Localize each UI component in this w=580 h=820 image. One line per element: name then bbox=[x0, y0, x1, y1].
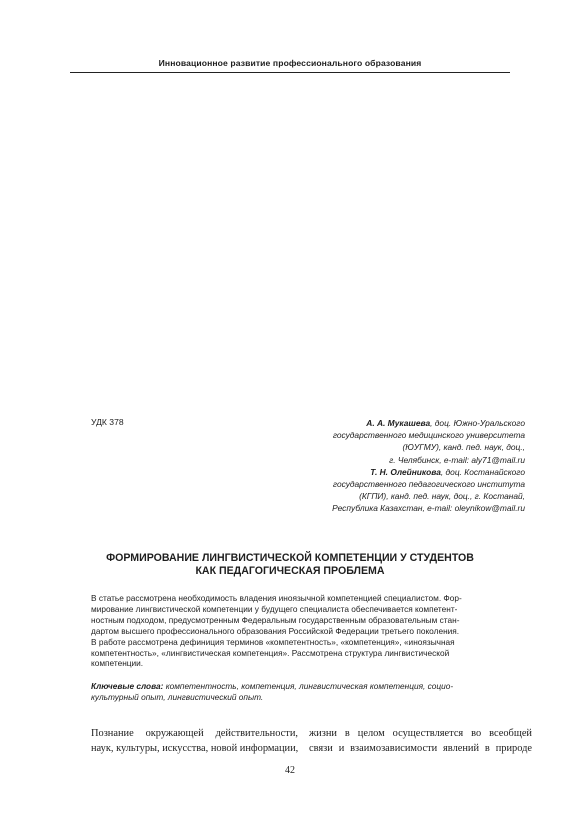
keywords-line bbox=[91, 681, 531, 692]
author-name: А. А. Мукашева bbox=[366, 418, 431, 428]
article-title bbox=[70, 552, 510, 578]
author-line bbox=[225, 417, 525, 429]
abstract-line: ностным подходом, предусмотренным Федеральным государственным образовательным стан- bbox=[91, 614, 460, 625]
author-line: Республика Казахстан, e-mail: oleynikow@mail.ru bbox=[332, 503, 525, 514]
author-line: государственного педагогического института bbox=[332, 479, 525, 490]
author-line: г. Челябинск, e-mail: aly71@mail.ru bbox=[389, 454, 525, 465]
author-affiliation: , доц. Южно-Уральского bbox=[430, 418, 525, 428]
author-line: (ЮУГМУ), канд. пед. наук, доц., bbox=[402, 442, 525, 453]
abstract-line: мирование лингвистической компетенции у будущего специалиста обеспечивается компетент- bbox=[91, 603, 458, 614]
title-line: КАК ПЕДАГОГИЧЕСКАЯ ПРОБЛЕМА bbox=[195, 565, 385, 577]
author-name: Т. Н. Олейникова bbox=[370, 466, 441, 477]
keywords-list: компетентность, компетенция, лингвистическая компетенция, социо- bbox=[163, 681, 454, 691]
body-line: Познание окружающей действительности, bbox=[91, 728, 298, 739]
title-line: ФОРМИРОВАНИЕ ЛИНГВИСТИЧЕСКОЙ КОМПЕТЕНЦИИ У СТУДЕНТОВ bbox=[106, 552, 474, 564]
body-column-right bbox=[309, 726, 532, 756]
abstract-line: В статье рассмотрена необходимость владения иноязычной компетенцией специалистом. Фор- bbox=[91, 593, 462, 603]
abstract-line: компетентность», «лингвистическая компетенция». Рассмотрена структура лингвистической bbox=[91, 647, 450, 658]
author-affiliations bbox=[225, 417, 525, 515]
body-column-left bbox=[91, 726, 298, 756]
abstract-line: дартом высшего профессионального образования Российской Федерации третьего поколения. bbox=[91, 625, 460, 636]
header-rule bbox=[70, 72, 510, 73]
keywords-line: культурный опыт, лингвистический опыт. bbox=[91, 691, 264, 702]
body-line: жизни в целом осуществляется во всеобщей bbox=[309, 728, 532, 739]
abstract-line: компетенции. bbox=[91, 658, 144, 669]
running-header: Инновационное развитие профессионального образования bbox=[158, 58, 422, 68]
body-line: наук, культуры, искусства, новой информации, bbox=[91, 743, 299, 754]
udk-code: УДК 378 bbox=[91, 417, 124, 427]
body-line: связи и взаимозависимости явлений в природе bbox=[309, 743, 532, 754]
author-affiliation: , доц. Костанайского bbox=[440, 466, 525, 477]
page-number: 42 bbox=[285, 765, 295, 776]
author-line: (КГПИ), канд. пед. наук, доц., г. Костанай, bbox=[359, 491, 525, 502]
author-line bbox=[225, 466, 525, 478]
keywords bbox=[91, 681, 531, 703]
author-line: государственного медицинского университета bbox=[332, 430, 525, 441]
keywords-label: Ключевые слова: bbox=[91, 681, 164, 691]
abstract-line: В работе рассмотрена дефиниция терминов «компетентность», «компетенция», «иноязычная bbox=[91, 636, 455, 647]
abstract bbox=[91, 593, 531, 669]
